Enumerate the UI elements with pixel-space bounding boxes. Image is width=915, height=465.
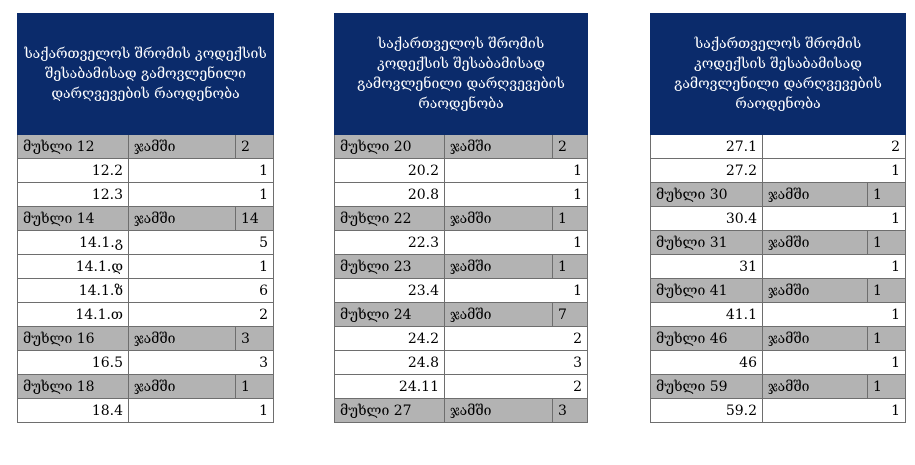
item-count: 6 xyxy=(129,279,274,303)
table-row xyxy=(18,279,274,303)
total-label: ჯამში xyxy=(129,375,236,399)
table-row xyxy=(335,351,588,375)
violations-table-2 xyxy=(334,13,588,423)
subtotal-count: 1 xyxy=(868,375,906,399)
table-row xyxy=(335,375,588,399)
article-label: მუხლი 41 xyxy=(651,279,763,303)
subtotal-count: 2 xyxy=(236,135,274,159)
item-code: 30.4 xyxy=(651,207,763,231)
table-row xyxy=(18,255,274,279)
item-code: 12.2 xyxy=(18,159,129,183)
item-count: 1 xyxy=(763,303,906,327)
article-subtotal-row xyxy=(18,327,274,351)
article-label: მუხლი 12 xyxy=(18,135,129,159)
table-row xyxy=(18,303,274,327)
item-count: 1 xyxy=(763,207,906,231)
item-code: 24.11 xyxy=(335,375,445,399)
subtotal-count: 2 xyxy=(553,135,588,159)
item-count: 1 xyxy=(763,399,906,423)
table-row xyxy=(651,135,906,159)
table-row xyxy=(18,183,274,207)
subtotal-count: 7 xyxy=(553,303,588,327)
item-count: 3 xyxy=(129,351,274,375)
article-label: მუხლი 20 xyxy=(335,135,445,159)
item-code: 24.2 xyxy=(335,327,445,351)
item-code: 20.8 xyxy=(335,183,445,207)
item-code: 46 xyxy=(651,351,763,375)
article-label: მუხლი 24 xyxy=(335,303,445,327)
article-label: მუხლი 46 xyxy=(651,327,763,351)
subtotal-count: 3 xyxy=(236,327,274,351)
subtotal-count: 1 xyxy=(553,207,588,231)
item-code: 18.4 xyxy=(18,399,129,423)
article-subtotal-row xyxy=(335,135,588,159)
article-label: მუხლი 27 xyxy=(335,399,445,423)
item-code: 14.1.თ xyxy=(18,303,129,327)
article-label: მუხლი 23 xyxy=(335,255,445,279)
table-row xyxy=(651,303,906,327)
total-label: ჯამში xyxy=(445,255,553,279)
item-code: 23.4 xyxy=(335,279,445,303)
violations-table-3 xyxy=(650,13,906,423)
item-count: 2 xyxy=(763,135,906,159)
total-label: ჯამში xyxy=(129,135,236,159)
table-row xyxy=(651,351,906,375)
article-label: მუხლი 22 xyxy=(335,207,445,231)
table-row xyxy=(18,351,274,375)
article-label: მუხლი 30 xyxy=(651,183,763,207)
table-row xyxy=(18,159,274,183)
total-label: ჯამში xyxy=(445,303,553,327)
table-header: საქართველოს შრომის კოდექსის შესაბამისად გამოვლენილი დარღვევების რაოდენობა xyxy=(18,14,274,135)
total-label: ჯამში xyxy=(445,399,553,423)
table-header: საქართველოს შრომის კოდექსის შესაბამისად გამოვლენილი დარღვევების რაოდენობა xyxy=(651,14,906,135)
item-code: 27.1 xyxy=(651,135,763,159)
item-code: 14.1.გ xyxy=(18,231,129,255)
article-label: მუხლი 16 xyxy=(18,327,129,351)
article-subtotal-row xyxy=(651,279,906,303)
table-row xyxy=(18,399,274,423)
subtotal-count: 1 xyxy=(868,279,906,303)
item-code: 22.3 xyxy=(335,231,445,255)
item-count: 1 xyxy=(445,279,588,303)
subtotal-count: 1 xyxy=(236,375,274,399)
subtotal-count: 1 xyxy=(868,183,906,207)
item-code: 24.8 xyxy=(335,351,445,375)
article-subtotal-row xyxy=(18,207,274,231)
item-count: 1 xyxy=(763,159,906,183)
item-count: 1 xyxy=(763,255,906,279)
article-subtotal-row xyxy=(18,375,274,399)
item-count: 3 xyxy=(445,351,588,375)
article-label: მუხლი 18 xyxy=(18,375,129,399)
item-count: 1 xyxy=(445,183,588,207)
item-code: 12.3 xyxy=(18,183,129,207)
item-count: 1 xyxy=(129,399,274,423)
article-subtotal-row xyxy=(335,255,588,279)
total-label: ჯამში xyxy=(763,231,868,255)
table-row xyxy=(651,207,906,231)
item-code: 31 xyxy=(651,255,763,279)
article-subtotal-row xyxy=(335,399,588,423)
table-row xyxy=(651,159,906,183)
article-subtotal-row xyxy=(651,183,906,207)
item-count: 5 xyxy=(129,231,274,255)
article-subtotal-row xyxy=(18,135,274,159)
item-code: 14.1.დ xyxy=(18,255,129,279)
table-row xyxy=(335,279,588,303)
table-row xyxy=(335,183,588,207)
table-header: საქართველოს შრომის კოდექსის შესაბამისად გამოვლენილი დარღვევების რაოდენობა xyxy=(335,14,588,135)
total-label: ჯამში xyxy=(129,207,236,231)
total-label: ჯამში xyxy=(763,183,868,207)
article-subtotal-row xyxy=(335,207,588,231)
subtotal-count: 1 xyxy=(868,327,906,351)
article-label: მუხლი 59 xyxy=(651,375,763,399)
item-code: 16.5 xyxy=(18,351,129,375)
total-label: ჯამში xyxy=(763,375,868,399)
total-label: ჯამში xyxy=(445,135,553,159)
table-row xyxy=(335,327,588,351)
item-count: 1 xyxy=(129,255,274,279)
article-subtotal-row xyxy=(651,327,906,351)
article-label: მუხლი 14 xyxy=(18,207,129,231)
article-subtotal-row xyxy=(335,303,588,327)
item-count: 1 xyxy=(129,159,274,183)
item-count: 2 xyxy=(445,327,588,351)
item-code: 59.2 xyxy=(651,399,763,423)
total-label: ჯამში xyxy=(763,327,868,351)
subtotal-count: 1 xyxy=(553,255,588,279)
item-count: 2 xyxy=(445,375,588,399)
subtotal-count: 3 xyxy=(553,399,588,423)
subtotal-count: 14 xyxy=(236,207,274,231)
item-count: 1 xyxy=(445,231,588,255)
table-row xyxy=(651,255,906,279)
item-count: 2 xyxy=(129,303,274,327)
item-code: 14.1.ზ xyxy=(18,279,129,303)
table-row xyxy=(335,231,588,255)
article-subtotal-row xyxy=(651,231,906,255)
table-row xyxy=(335,159,588,183)
item-count: 1 xyxy=(445,159,588,183)
table-row xyxy=(651,399,906,423)
item-code: 20.2 xyxy=(335,159,445,183)
total-label: ჯამში xyxy=(445,207,553,231)
item-code: 27.2 xyxy=(651,159,763,183)
total-label: ჯამში xyxy=(129,327,236,351)
item-count: 1 xyxy=(763,351,906,375)
item-count: 1 xyxy=(129,183,274,207)
violations-table-1 xyxy=(17,13,274,423)
subtotal-count: 1 xyxy=(868,231,906,255)
table-row xyxy=(18,231,274,255)
total-label: ჯამში xyxy=(763,279,868,303)
article-subtotal-row xyxy=(651,375,906,399)
article-label: მუხლი 31 xyxy=(651,231,763,255)
item-code: 41.1 xyxy=(651,303,763,327)
